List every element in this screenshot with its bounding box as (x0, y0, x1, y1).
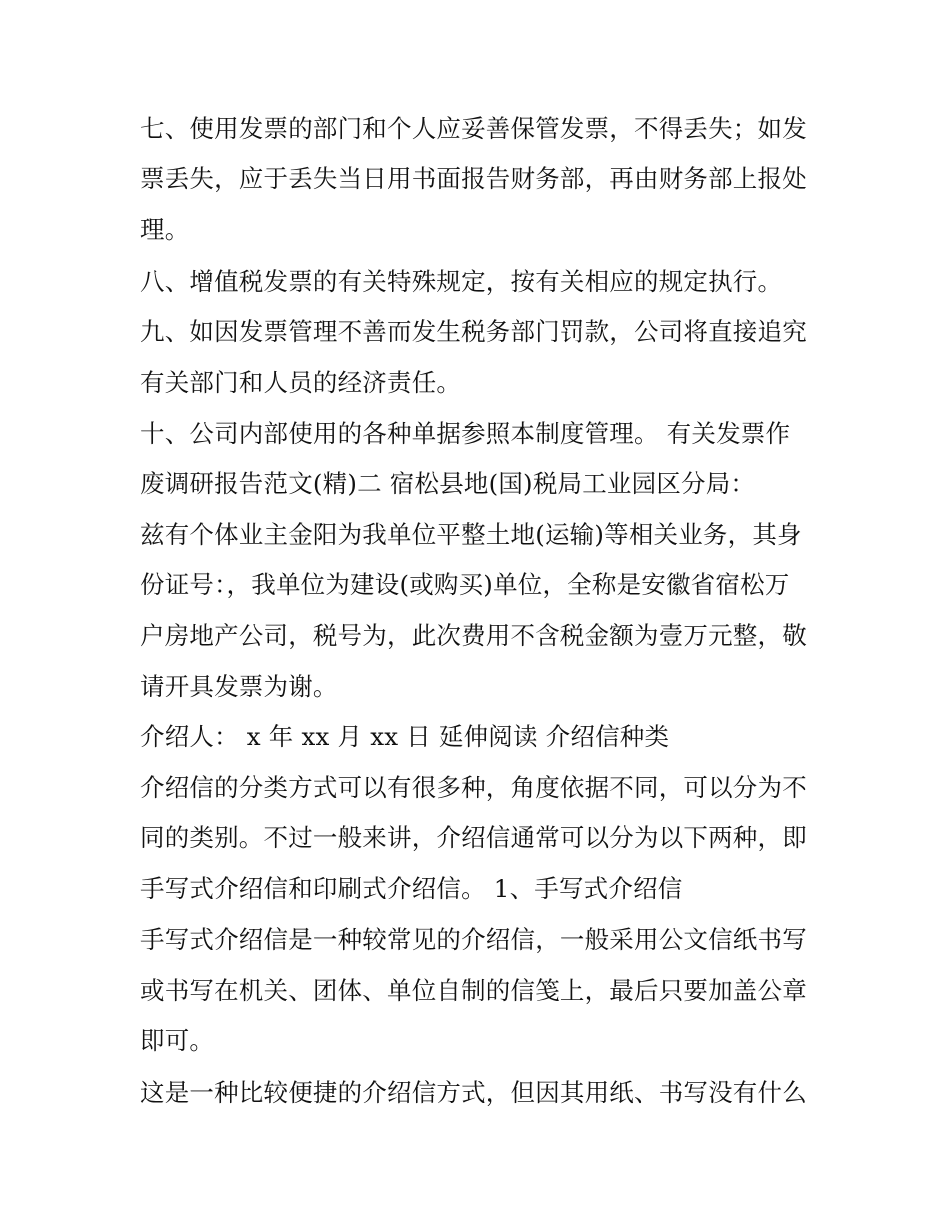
text-line: 这是一种比较便捷的介绍信方式，但因其用纸、书写没有什么 (140, 1078, 807, 1107)
text-line: 请开具发票为谢。 (140, 672, 338, 701)
text-line: 同的类别。不过一般来讲，介绍信通常可以分为以下两种，即 (140, 823, 807, 852)
text-line: 票丢失，应于丢失当日用书面报告财务部，再由财务部上报处 (140, 164, 807, 193)
text-line: 即可。 (140, 1026, 215, 1055)
text-line: 理。 (140, 215, 190, 244)
text-line: 或书写在机关、团体、单位自制的信笺上，最后只要加盖公章 (140, 976, 807, 1005)
text-line: 户房地产公司，税号为，此次费用不含税金额为壹万元整，敬 (140, 621, 807, 650)
text-line: 有关部门和人员的经济责任。 (140, 368, 462, 397)
text-line: 八、增值税发票的有关特殊规定，按有关相应的规定执行。 (140, 267, 783, 296)
text-line: 十、公司内部使用的各种单据参照本制度管理。 有关发票作 (140, 419, 791, 448)
text-line: 废调研报告范文(精)二 宿松县地(国)税局工业园区分局： (140, 469, 756, 498)
text-line: 介绍人： x 年 xx 月 xx 日 延伸阅读 介绍信种类 (140, 722, 670, 751)
text-line: 九、如因发票管理不善而发生税务部门罚款，公司将直接追究 (140, 317, 807, 346)
text-line: 手写式介绍信是一种较常见的介绍信，一般采用公文信纸书写 (140, 925, 807, 954)
text-line: 介绍信的分类方式可以有很多种，角度依据不同，可以分为不 (140, 773, 807, 802)
text-line: 份证号：，我单位为建设(或购买)单位，全称是安徽省宿松万 (140, 570, 790, 599)
text-line: 手写式介绍信和印刷式介绍信。 1、手写式介绍信 (140, 874, 683, 903)
text-line: 七、使用发票的部门和个人应妥善保管发票，不得丢失；如发 (140, 114, 807, 143)
text-line: 兹有个体业主金阳为我单位平整土地(运输)等相关业务，其身 (140, 520, 802, 549)
